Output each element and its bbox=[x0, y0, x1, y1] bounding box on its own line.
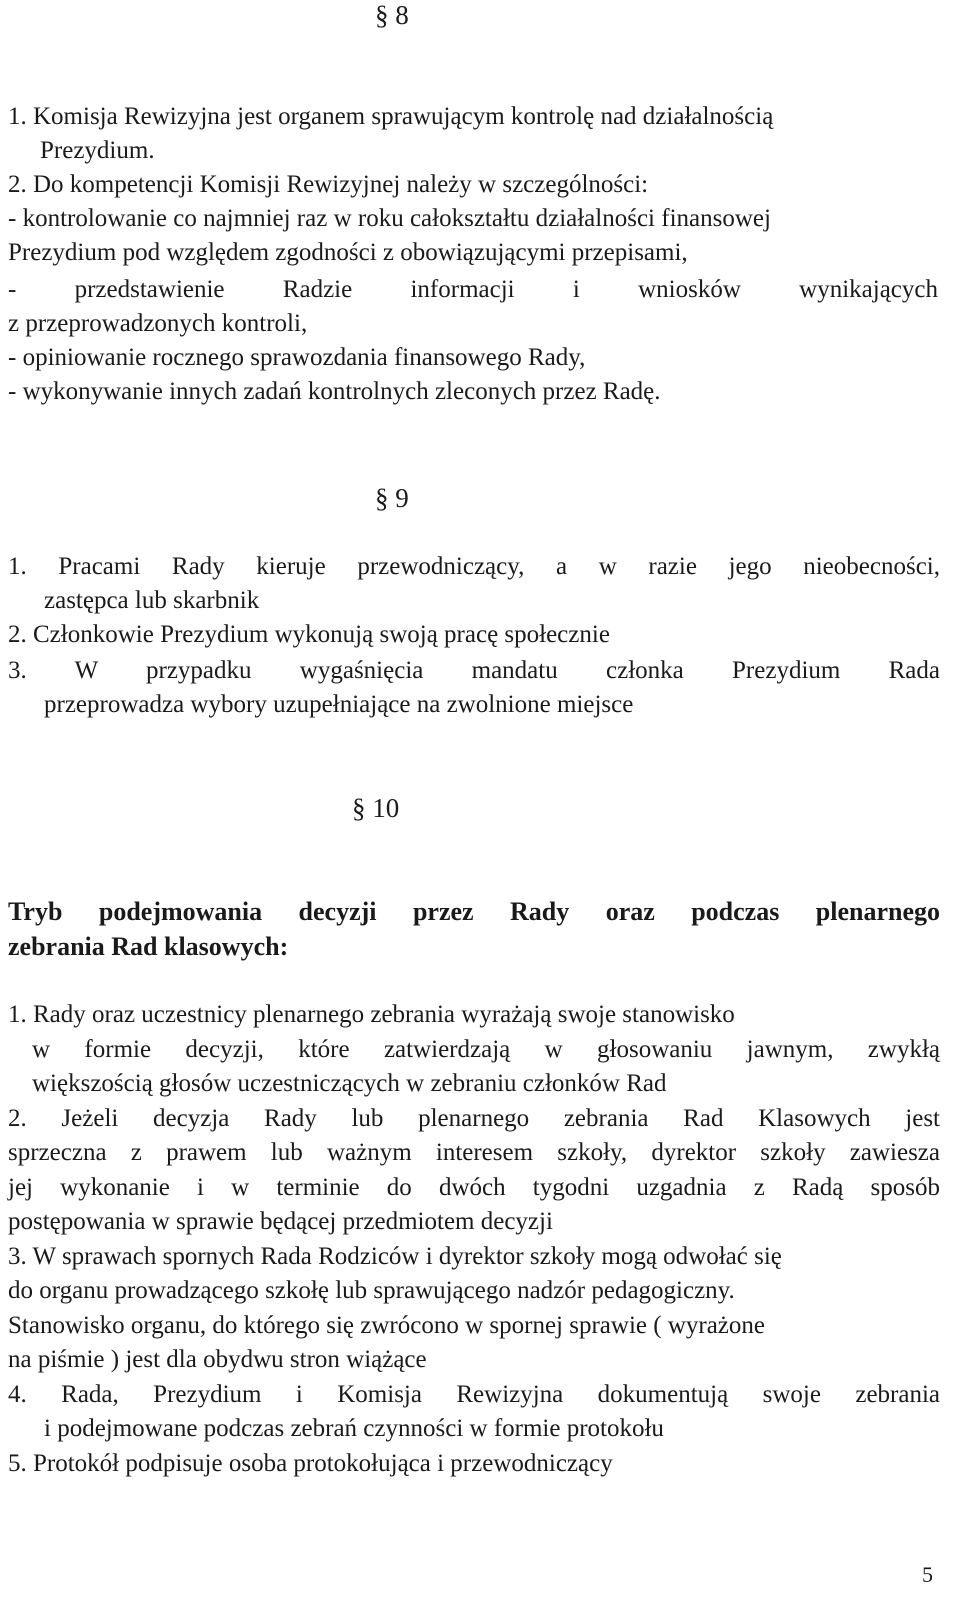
par8-line-6: - przedstawienie Radzie informacji i wniosków wynikających bbox=[8, 276, 938, 303]
par8-line-1: 1. Komisja Rewizyjna jest organem sprawującym kontrolę nad działalnością bbox=[8, 103, 774, 130]
par8-line-3: 2. Do kompetencji Komisji Rewizyjnej należy w szczególności: bbox=[8, 171, 649, 198]
par8-line-5: Prezydium pod względem zgodności z obowiązującymi przepisami, bbox=[8, 239, 688, 266]
par9-line-1: 1. Pracami Rady kieruje przewodniczący, a w razie jego nieobecności, bbox=[8, 553, 940, 580]
par8-line-8: - opiniowanie rocznego sprawozdania finansowego Rady, bbox=[8, 344, 586, 371]
par10-line-1: 1. Rady oraz uczestnicy plenarnego zebrania wyrażają swoje stanowisko bbox=[8, 1001, 735, 1028]
par10-line-11: na piśmie ) jest dla obydwu stron wiążące bbox=[8, 1346, 427, 1373]
par10-line-3: większością głosów uczestniczących w zebraniu członków Rad bbox=[32, 1070, 667, 1097]
par10-line-5: sprzeczna z prawem lub ważnym interesem szkoły, dyrektor szkoły zawiesza bbox=[8, 1139, 940, 1166]
par10-heading-line-1: Tryb podejmowania decyzji przez Rady oraz podczas plenarnego bbox=[8, 897, 940, 926]
par10-line-8: 3. W sprawach spornych Rada Rodziców i dyrektor szkoły mogą odwołać się bbox=[8, 1243, 782, 1270]
section-10-marker: § 10 bbox=[352, 793, 400, 823]
par8-line-2: Prezydium. bbox=[40, 137, 155, 164]
par10-line-10: Stanowisko organu, do którego się zwrócono w spornej sprawie ( wyrażone bbox=[8, 1312, 765, 1339]
section-9-marker: § 9 bbox=[375, 483, 409, 513]
par9-line-2: zastępca lub skarbnik bbox=[44, 587, 260, 614]
par10-line-14: 5. Protokół podpisuje osoba protokołująca i przewodniczący bbox=[8, 1450, 613, 1477]
par10-line-9: do organu prowadzącego szkołę lub sprawującego nadzór pedagogiczny. bbox=[8, 1277, 735, 1304]
par9-line-3: 2. Członkowie Prezydium wykonują swoją pracę społecznie bbox=[8, 621, 610, 648]
par8-line-4: - kontrolowanie co najmniej raz w roku całokształtu działalności finansowej bbox=[8, 205, 771, 232]
par10-line-13: i podejmowane podczas zebrań czynności w formie protokołu bbox=[44, 1415, 664, 1442]
par10-line-2: w formie decyzji, które zatwierdzają w głosowaniu jawnym, zwykłą bbox=[32, 1036, 940, 1063]
par10-line-12: 4. Rada, Prezydium i Komisja Rewizyjna dokumentują swoje zebrania bbox=[8, 1381, 940, 1408]
par9-line-5: przeprowadza wybory uzupełniające na zwolnione miejsce bbox=[44, 691, 634, 718]
par9-line-4: 3. W przypadku wygaśnięcia mandatu członka Prezydium Rada bbox=[8, 657, 940, 684]
section-8-marker: § 8 bbox=[375, 0, 409, 30]
par10-line-4: 2. Jeżeli decyzja Rady lub plenarnego zebrania Rad Klasowych jest bbox=[8, 1105, 940, 1132]
par8-line-7: z przeprowadzonych kontroli, bbox=[8, 310, 308, 337]
par10-line-7: postępowania w sprawie będącej przedmiotem decyzji bbox=[8, 1208, 553, 1235]
par10-heading-line-2: zebrania Rad klasowych: bbox=[8, 932, 289, 961]
page-number: 5 bbox=[922, 1562, 933, 1587]
par8-line-9: - wykonywanie innych zadań kontrolnych zleconych przez Radę. bbox=[8, 378, 661, 405]
par10-line-6: jej wykonanie i w terminie do dwóch tygodni uzgadnia z Radą sposób bbox=[8, 1174, 940, 1201]
